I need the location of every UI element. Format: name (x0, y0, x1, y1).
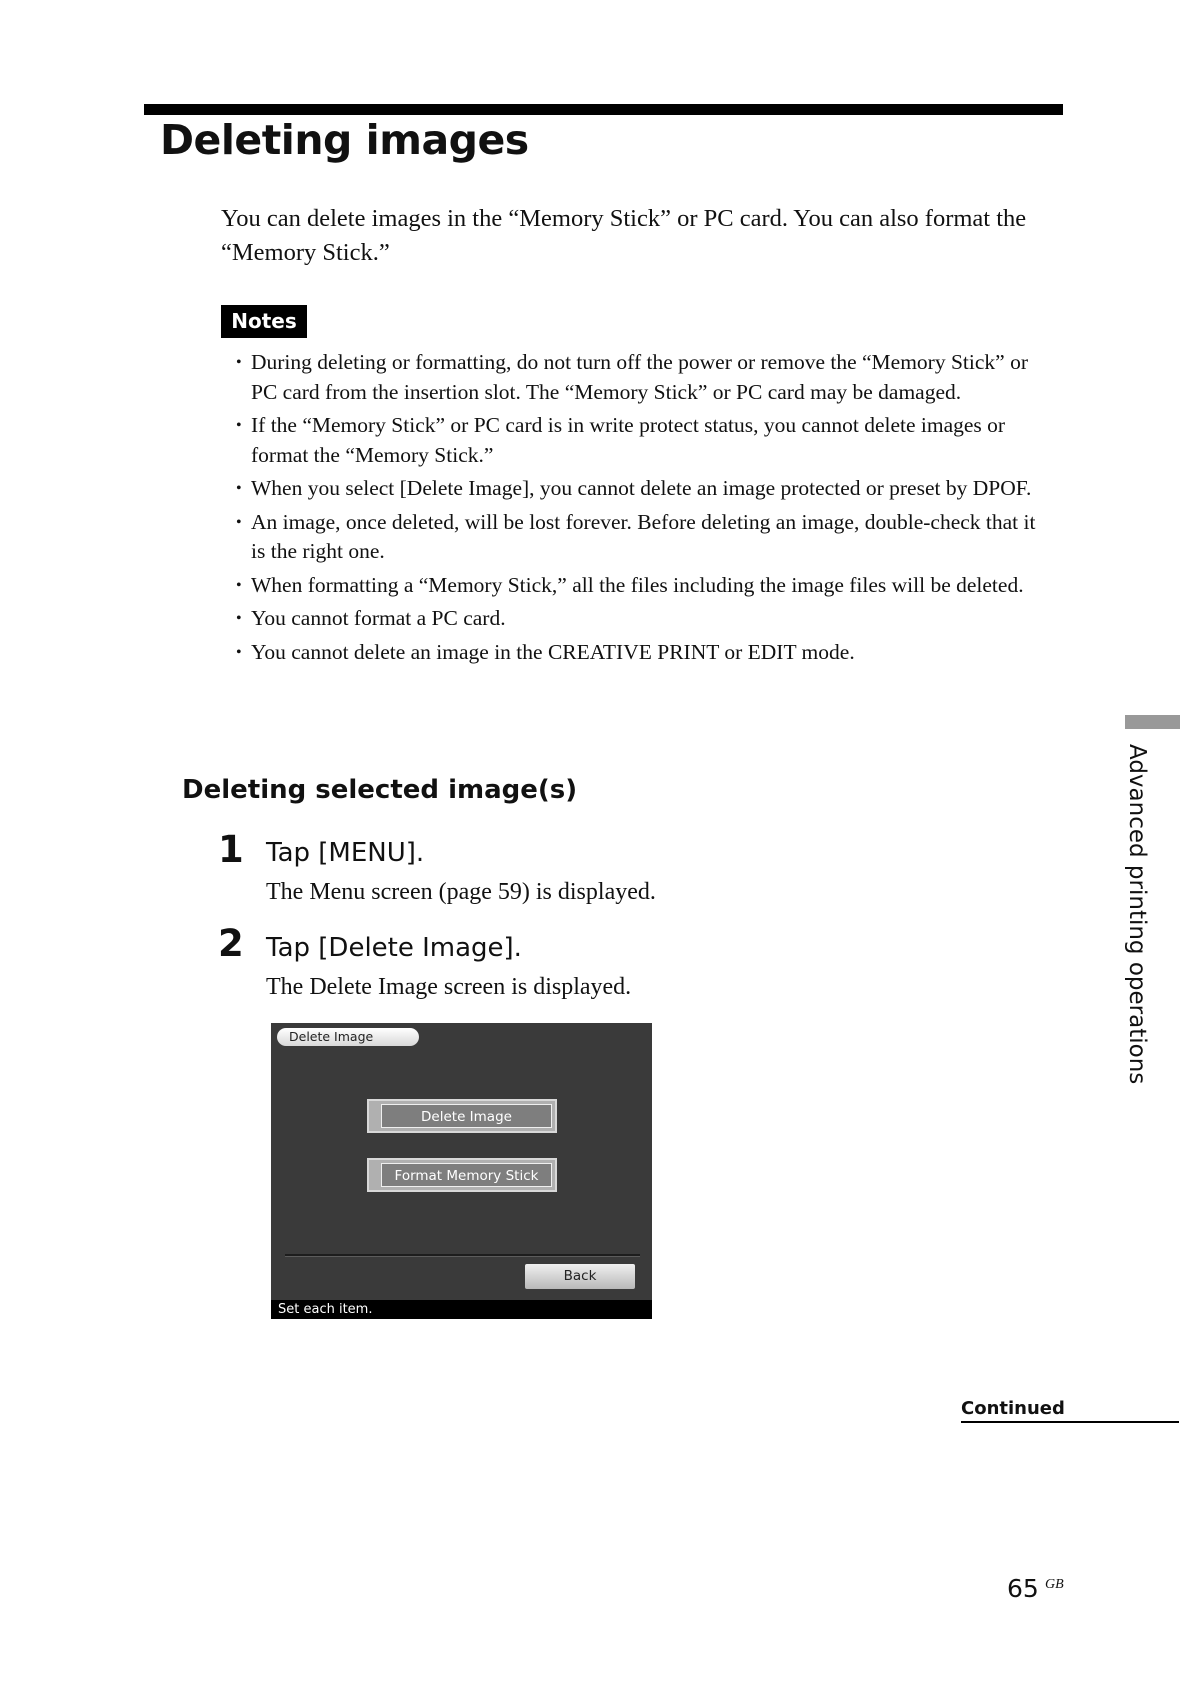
page-suffix: GB (1045, 1577, 1064, 1592)
step-number: 2 (218, 922, 244, 965)
top-rule (144, 104, 1063, 115)
intro-paragraph: You can delete images in the “Memory Stick” or PC card. You can also format the “Memory Stick.” (221, 205, 1027, 266)
screen-divider (285, 1254, 640, 1257)
note-item: • You cannot delete an image in the CREATIVE PRINT or EDIT mode. (235, 638, 1055, 668)
section-heading: Deleting selected image(s) (182, 775, 578, 805)
delete-image-screen (271, 1023, 652, 1319)
notes-list (235, 348, 1055, 671)
page-title: Deleting images (160, 116, 529, 164)
format-memory-stick-button[interactable] (367, 1158, 557, 1192)
delete-image-button[interactable] (367, 1099, 557, 1133)
note-item: • You cannot format a PC card. (235, 604, 1055, 634)
step-title: Tap [Delete Image]. (266, 933, 522, 963)
screen-title-tab: Delete Image (277, 1028, 419, 1046)
note-item: • When formatting a “Memory Stick,” all the files including the image files will be deleted. (235, 571, 1055, 601)
step-number: 1 (218, 828, 244, 871)
step-title: Tap [MENU]. (266, 838, 425, 868)
note-item: • During deleting or formatting, do not turn off the power or remove the “Memory Stick” or PC card from the insertion slot. The “Memory Stick” or PC card may be damaged. (235, 348, 1055, 407)
notes-label: Notes (221, 305, 307, 338)
delete-image-button-label: Delete Image (381, 1104, 552, 1128)
note-item: • If the “Memory Stick” or PC card is in write protect status, you cannot delete images or format the “Memory Stick.” (235, 411, 1055, 470)
step-description: The Delete Image screen is displayed. (266, 974, 632, 1000)
note-item: • An image, once deleted, will be lost forever. Before deleting an image, double-check that it is the right one. (235, 508, 1055, 567)
sidebar-section-label: Advanced printing operations (1124, 744, 1150, 1085)
back-button[interactable]: Back (525, 1264, 635, 1289)
screen-status-bar: Set each item. (271, 1300, 652, 1319)
format-memory-stick-button-label: Format Memory Stick (381, 1163, 552, 1187)
step-description: The Menu screen (page 59) is displayed. (266, 879, 656, 905)
note-item: • When you select [Delete Image], you cannot delete an image protected or preset by DPOF. (235, 474, 1055, 504)
sidebar-tab-marker (1125, 715, 1180, 729)
page-number: 65 (1007, 1574, 1039, 1603)
continued-label: Continued (961, 1398, 1179, 1423)
